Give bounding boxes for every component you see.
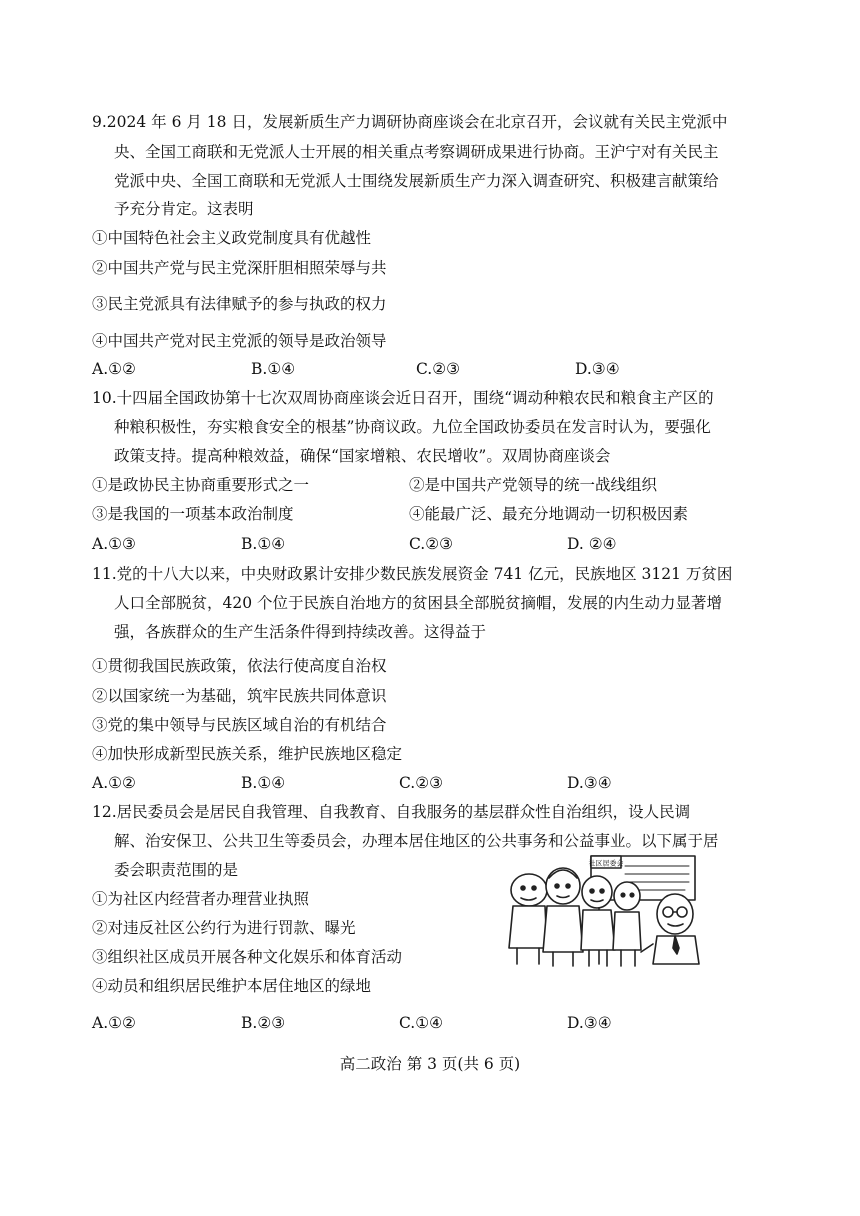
q9-option-1: ①中国特色社会主义政党制度具有优越性 (92, 229, 372, 247)
q9-answer-d: D.③④ (575, 360, 620, 378)
q10-answer-b: B.①④ (241, 535, 286, 553)
q9-answer-c: C.②③ (416, 360, 461, 378)
q10-option-3: ③是我国的一项基本政治制度 (92, 505, 294, 523)
q11-option-4: ④加快形成新型民族关系，维护民族地区稳定 (92, 745, 403, 763)
q12-answer-d: D.③④ (567, 1014, 612, 1032)
q11-stem-line-1: 11.党的十八大以来，中央财政累计安排少数民族发展资金 741 亿元，民族地区 3121 万贫困 (92, 565, 733, 583)
q11-option-1: ①贯彻我国民族政策，依法行使高度自治权 (92, 657, 387, 675)
q10-option-1: ①是政协民主协商重要形式之一 (92, 476, 310, 494)
q11-stem-line-3: 强，各族群众的生产生活条件得到持续改善。这得益于 (114, 623, 487, 641)
q11-option-2: ②以国家统一为基础，筑牢民族共同体意识 (92, 687, 387, 705)
q12-option-3: ③组织社区成员开展各种文化娱乐和体育活动 (92, 948, 403, 966)
community-committee-cartoon (503, 852, 703, 970)
q9-stem-line-2: 央、全国工商联和无党派人士开展的相关重点考察调研成果进行协商。王沪宁对有关民主 (114, 143, 719, 161)
q10-option-4: ④能最广泛、最充分地调动一切积极因素 (409, 505, 689, 523)
q9-stem-line-3: 党派中央、全国工商联和无党派人士围绕发展新质生产力深入调查研究、积极建言献策给 (114, 172, 719, 190)
q12-option-1: ①为社区内经营者办理营业执照 (92, 890, 310, 908)
q12-stem-line-2: 解、治安保卫、公共卫生等委员会，办理本居住地区的公共事务和公益事业。以下属于居 (114, 832, 719, 850)
q11-answer-d: D.③④ (567, 774, 612, 792)
q9-option-3: ③民主党派具有法律赋予的参与执政的权力 (92, 295, 387, 313)
q10-stem-line-2: 种粮积极性，夯实粮食安全的根基”协商议政。九位全国政协委员在发言时认为，要强化 (114, 418, 711, 436)
q12-option-2: ②对违反社区公约行为进行罚款、曝光 (92, 919, 356, 937)
q10-stem-line-3: 政策支持。提高种粮效益，确保“国家增粮、农民增收”。双周协商座谈会 (114, 447, 611, 465)
q9-answer-a: A.①② (92, 360, 136, 378)
cartoon-sign-text: 社区居委会 (588, 859, 624, 868)
q11-option-3: ③党的集中领导与民族区域自治的有机结合 (92, 716, 387, 734)
q12-answer-a: A.①② (92, 1014, 136, 1032)
q12-answer-c: C.①④ (399, 1014, 444, 1032)
q12-stem-line-3: 委会职责范围的是 (114, 861, 239, 879)
page-footer: 高二政治 第 3 页(共 6 页) (339, 1055, 521, 1073)
q11-answer-a: A.①② (92, 774, 136, 792)
q9-option-4: ④中国共产党对民主党派的领导是政治领导 (92, 332, 387, 350)
q9-stem-line-4: 予充分肯定。这表明 (114, 200, 254, 218)
q12-option-4: ④动员和组织居民维护本居住地区的绿地 (92, 977, 372, 995)
q9-stem-line-1: 9.2024 年 6 月 18 日，发展新质生产力调研协商座谈会在北京召开，会议就有关民主党派中 (92, 113, 728, 131)
q12-answer-b: B.②③ (241, 1014, 286, 1032)
q10-answer-d: D. ②④ (567, 535, 617, 553)
q10-answer-c: C.②③ (409, 535, 454, 553)
q11-stem-line-2: 人口全部脱贫，420 个位于民族自治地方的贫困县全部脱贫摘帽，发展的内生动力显著增 (114, 594, 723, 612)
q11-answer-c: C.②③ (399, 774, 444, 792)
q10-answer-a: A.①③ (92, 535, 136, 553)
q9-option-2: ②中国共产党与民主党深肝胆相照荣辱与共 (92, 259, 387, 277)
q10-option-2: ②是中国共产党领导的统一战线组织 (409, 476, 658, 494)
q10-stem-line-1: 10.十四届全国政协第十七次双周协商座谈会近日召开，围绕“调动种粮农民和粮食主产区的 (92, 389, 714, 407)
q11-answer-b: B.①④ (241, 774, 286, 792)
q12-stem-line-1: 12.居民委员会是居民自我管理、自我教育、自我服务的基层群众性自治组织，设人民调 (92, 803, 691, 821)
q9-answer-b: B.①④ (251, 360, 296, 378)
